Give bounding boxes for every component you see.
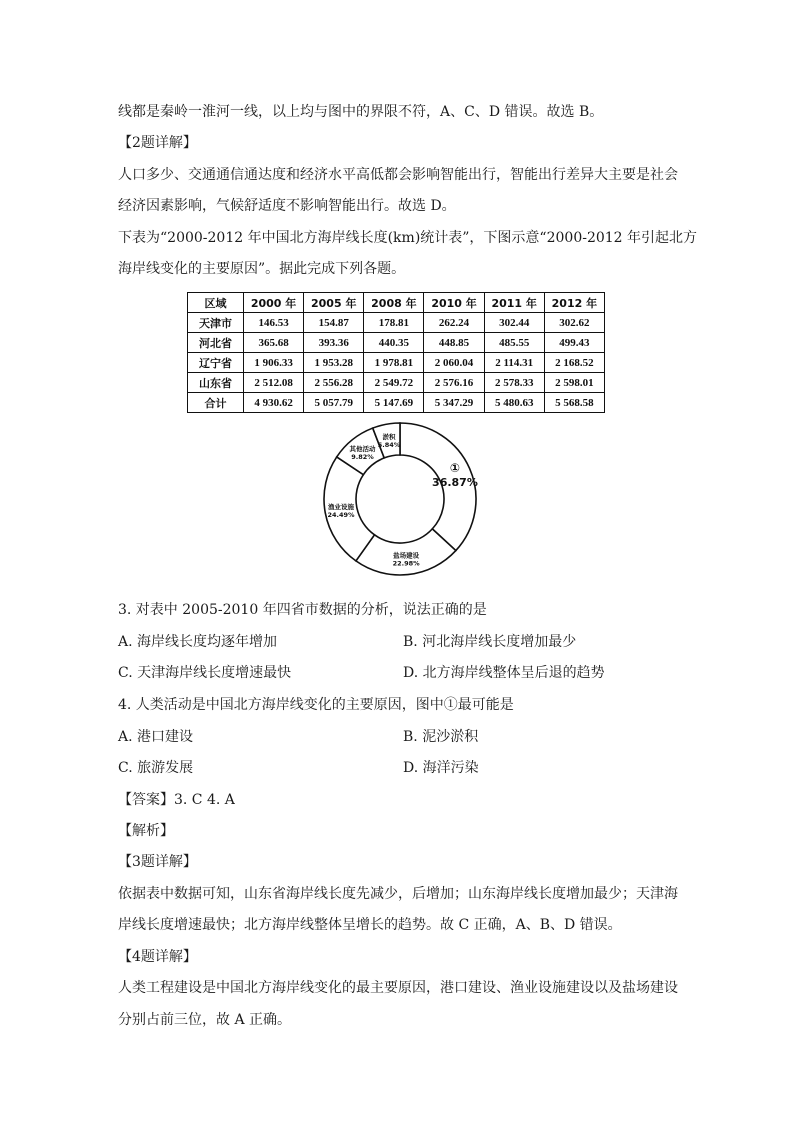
table-cell: 2 556.28 (304, 373, 364, 393)
intro-line: 海岸线变化的主要原因”。据此完成下列各题。 (118, 261, 406, 277)
option-4b: B. 泥沙淤积 (403, 729, 479, 745)
table-cell: 448.85 (424, 333, 484, 353)
table-cell: 440.35 (364, 333, 424, 353)
slice-label: 渔业设施 (327, 502, 354, 511)
table-cell: 5 568.58 (544, 393, 604, 413)
table-row (188, 333, 605, 353)
table-cell: 2 578.33 (484, 373, 544, 393)
table-cell: 1 906.33 (244, 353, 304, 373)
question-4: 4. 人类活动是中国北方海岸线变化的主要原因，图中①最可能是 (118, 697, 514, 713)
table-cell: 1 953.28 (304, 353, 364, 373)
table-cell: 154.87 (304, 313, 364, 333)
row-header: 天津市 (188, 313, 244, 333)
table-cell: 5 147.69 (364, 393, 424, 413)
slice-label: ① (449, 460, 461, 475)
slice-value-label: 5.84% (377, 441, 401, 450)
row-header: 山东省 (188, 373, 244, 393)
text-line: 人口多少、交通通信通达度和经济水平高低都会影响智能出行，智能出行差异大主要是社会 (118, 167, 678, 183)
year-header: 2010 年 (424, 293, 484, 313)
table-cell: 2 114.31 (484, 353, 544, 373)
year-header: 2012 年 (544, 293, 604, 313)
option-3b: B. 河北海岸线长度增加最少 (403, 634, 577, 650)
option-3a: A. 海岸线长度均逐年增加 (118, 634, 278, 650)
option-3c: C. 天津海岸线长度增速最快 (118, 665, 292, 681)
row-header: 辽宁省 (188, 353, 244, 373)
table-header-row (188, 293, 605, 313)
year-header: 2011 年 (484, 293, 544, 313)
table-cell: 5 347.29 (424, 393, 484, 413)
table-cell: 2 598.01 (544, 373, 604, 393)
row-header: 合计 (188, 393, 244, 413)
section-heading-q2: 【2题详解】 (118, 135, 197, 151)
table-cell: 2 512.08 (244, 373, 304, 393)
table-cell: 485.55 (484, 333, 544, 353)
text-line: 经济因素影响，气候舒适度不影响智能出行。故选 D。 (118, 198, 456, 214)
option-4d: D. 海洋污染 (403, 760, 479, 776)
year-header: 2000 年 (244, 293, 304, 313)
table-cell: 365.68 (244, 333, 304, 353)
table-cell: 5 480.63 (484, 393, 544, 413)
donut-chart (320, 410, 480, 588)
table-cell: 2 549.72 (364, 373, 424, 393)
slice-label: 其他活动 (349, 445, 376, 454)
option-4a: A. 港口建设 (118, 729, 194, 745)
question-3: 3. 对表中 2005-2010 年四省市数据的分析，说法正确的是 (118, 602, 487, 618)
table-cell: 1 978.81 (364, 353, 424, 373)
text-line: 依据表中数据可知，山东省海岸线长度先减少，后增加；山东海岸线长度增加最少；天津海 (118, 886, 678, 902)
table-cell: 2 168.52 (544, 353, 604, 373)
slice-value-label: 36.87% (432, 475, 478, 489)
table-cell: 178.81 (364, 313, 424, 333)
table-cell: 5 057.79 (304, 393, 364, 413)
table-cell: 302.62 (544, 313, 604, 333)
table-row (188, 313, 605, 333)
option-4c: C. 旅游发展 (118, 760, 194, 776)
table-cell: 499.43 (544, 333, 604, 353)
slice-value-label: 9.82% (351, 453, 374, 462)
slice-label: 盐场建设 (393, 551, 420, 560)
text-line: 岸线长度增速最快；北方海岸线整体呈增长的趋势。故 C 正确，A、B、D 错误。 (118, 917, 622, 933)
slice-value-label: 24.49% (327, 510, 355, 519)
coastline-table (187, 292, 605, 413)
table-corner: 区域 (188, 293, 244, 313)
slice-value-label: 22.98% (392, 559, 420, 568)
table-row (188, 373, 605, 393)
table-cell: 2 576.16 (424, 373, 484, 393)
row-header: 河北省 (188, 333, 244, 353)
table-cell: 146.53 (244, 313, 304, 333)
section-heading-q3: 【3题详解】 (118, 854, 197, 870)
table-row (188, 353, 605, 373)
section-heading-q4: 【4题详解】 (118, 949, 197, 965)
text-line: 分别占前三位，故 A 正确。 (118, 1012, 292, 1028)
table-cell: 2 060.04 (424, 353, 484, 373)
text-line: 线都是秦岭一淮河一线，以上均与图中的界限不符，A、C、D 错误。故选 B。 (118, 104, 604, 120)
table-cell: 302.44 (484, 313, 544, 333)
table-cell: 393.36 (304, 333, 364, 353)
year-header: 2005 年 (304, 293, 364, 313)
table-cell: 262.24 (424, 313, 484, 333)
intro-line: 下表为“2000-2012 年中国北方海岸线长度(km)统计表”，下图示意“2000-2012 年引起北方 (118, 230, 698, 246)
answer-line: 【答案】3. C 4. A (118, 792, 235, 808)
table-cell: 4 930.62 (244, 393, 304, 413)
slice-label: 淤积 (382, 433, 396, 442)
text-line: 人类工程建设是中国北方海岸线变化的最主要原因，港口建设、渔业设施建设以及盐场建设 (118, 980, 678, 996)
year-header: 2008 年 (364, 293, 424, 313)
option-3d: D. 北方海岸线整体呈后退的趋势 (403, 665, 605, 681)
analysis-heading: 【解析】 (118, 823, 174, 839)
